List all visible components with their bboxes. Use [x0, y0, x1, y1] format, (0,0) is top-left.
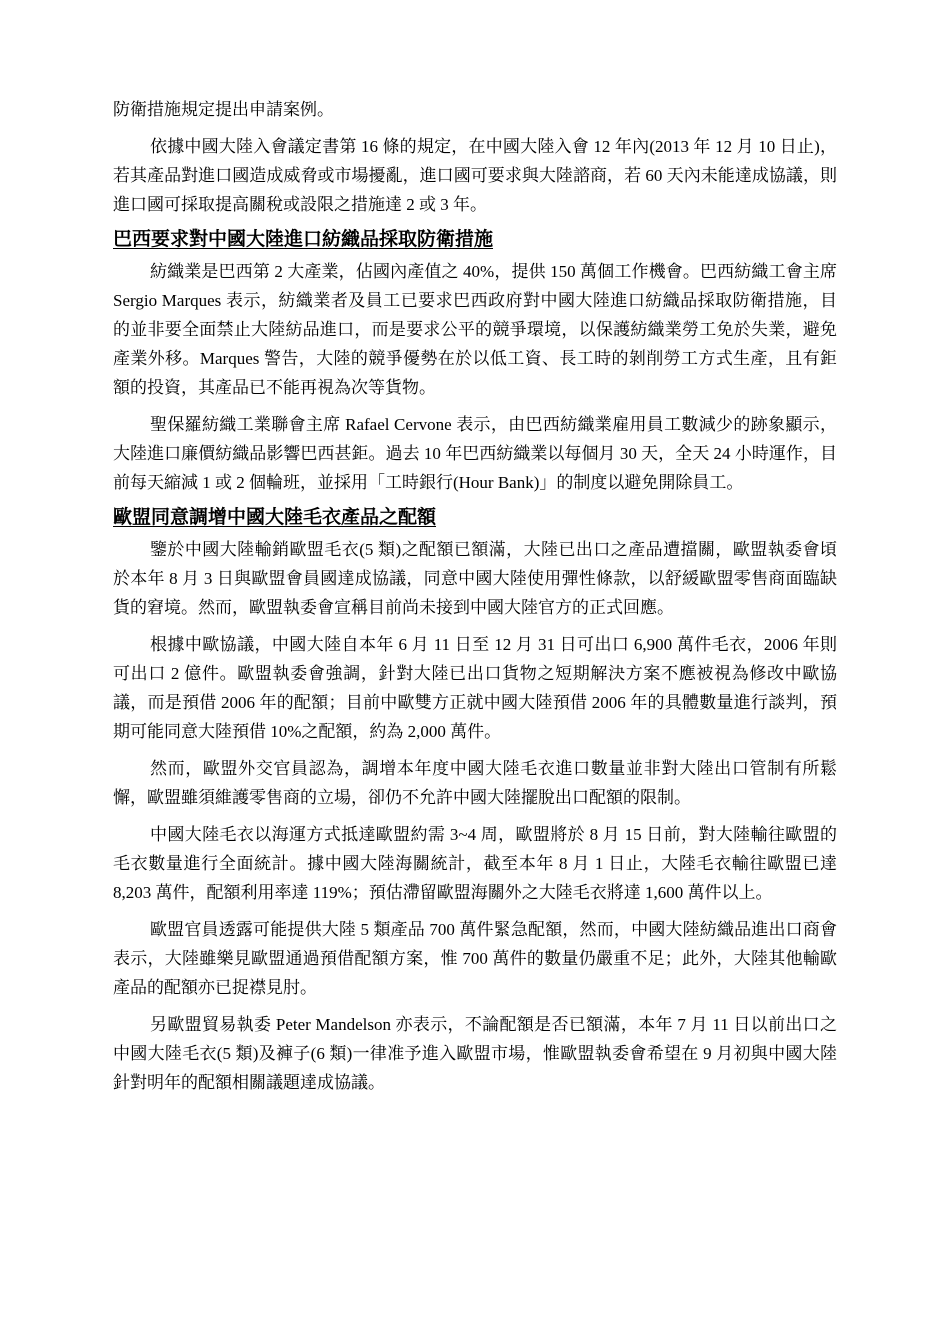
- paragraph-3: 聖保羅紡織工業聯會主席 Rafael Cervone 表示，由巴西紡織業雇用員工數減少的跡象顯示，大陸進口廉價紡織品影響巴西甚鉅。過去 10 年巴西紡織業以每個月 30 天，全天 24 小時運作，目前每天縮減 1 或 2 個輪班，並採用「工時銀行(Hour Bank)」的制度以避免開除員工。: [113, 415, 837, 492]
- paragraph-0: 防衛措施規定提出申請案例。: [113, 100, 334, 119]
- paragraph-6: 然而，歐盟外交官員認為，調增本年度中國大陸毛衣進口數量並非對大陸出口管制有所鬆懈，歐盟雖須維護零售商的立場，卻仍不允許中國大陸擺脫出口配額的限制。: [113, 759, 837, 807]
- document-page: [113, 95, 837, 1097]
- paragraph-1: 依據中國大陸入會議定書第 16 條的規定，在中國大陸入會 12 年內(2013 年 12 月 10 日止)，若其產品對進口國造成威脅或市場擾亂，進口國可要求與大陸諮商，若 60 天內未能達成協議，則進口國可採取提高關稅或設限之措施達 2 或 3 年。: [113, 137, 837, 214]
- paragraph-2: 紡織業是巴西第 2 大產業，佔國內產值之 40%，提供 150 萬個工作機會。巴西紡織工會主席 Sergio Marques 表示，紡織業者及員工已要求巴西政府對中國大陸進口紡織品採取防衛措施，目的並非要全面禁止大陸紡品進口，而是要求公平的競爭環境，以保護紡織業勞工免於失業，避免產業外移。Marques 警告，大陸的競爭優勢在於以低工資、長工時的剝削勞工方式生產，且有鉅額的投資，其產品已不能再視為次等貨物。: [113, 262, 837, 397]
- paragraph-5: 根據中歐協議，中國大陸自本年 6 月 11 日至 12 月 31 日可出口 6,900 萬件毛衣，2006 年則可出口 2 億件。歐盟執委會強調，針對大陸已出口貨物之短期解決方案不應被視為修改中歐協議，而是預借 2006 年的配額；目前中歐雙方正就中國大陸預借 2006 年的具體數量進行談判，預期可能同意大陸預借 10%之配額，約為 2,000 萬件。: [113, 635, 837, 741]
- section-heading-eu: 歐盟同意調增中國大陸毛衣產品之配額: [113, 507, 437, 528]
- section-heading-brazil: 巴西要求對中國大陸進口紡織品採取防衛措施: [113, 229, 494, 250]
- paragraph-8: 歐盟官員透露可能提供大陸 5 類產品 700 萬件緊急配額，然而，中國大陸紡織品進出口商會表示，大陸雖樂見歐盟通過預借配額方案，惟 700 萬件的數量仍嚴重不足；此外，大陸其他輸歐產品的配額亦已捉襟見肘。: [113, 920, 837, 997]
- paragraph-7: 中國大陸毛衣以海運方式抵達歐盟約需 3~4 周，歐盟將於 8 月 15 日前，對大陸輸往歐盟的毛衣數量進行全面統計。據中國大陸海關統計，截至本年 8 月 1 日止，大陸毛衣輸往歐盟已達 8,203 萬件，配額利用率達 119%；預估滯留歐盟海關外之大陸毛衣將達 1,600 萬件以上。: [113, 825, 837, 902]
- paragraph-4: 鑒於中國大陸輸銷歐盟毛衣(5 類)之配額已額滿，大陸已出口之產品遭擋關，歐盟執委會頃於本年 8 月 3 日與歐盟會員國達成協議，同意中國大陸使用彈性條款，以舒緩歐盟零售商面臨缺貨的窘境。然而，歐盟執委會宣稱目前尚未接到中國大陸官方的正式回應。: [113, 540, 837, 617]
- paragraph-9: 另歐盟貿易執委 Peter Mandelson 亦表示，不論配額是否已額滿，本年 7 月 11 日以前出口之中國大陸毛衣(5 類)及褲子(6 類)一律准予進入歐盟市場，惟歐盟執委會希望在 9 月初與中國大陸針對明年的配額相關議題達成協議。: [113, 1015, 837, 1092]
